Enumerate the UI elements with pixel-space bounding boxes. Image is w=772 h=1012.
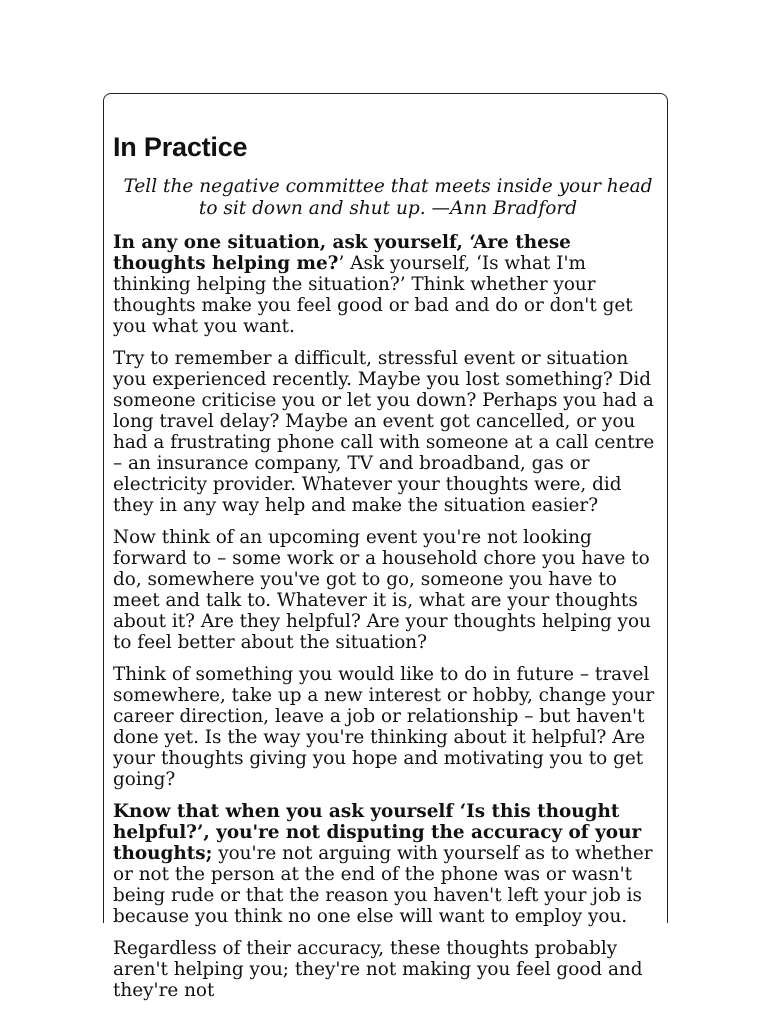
paragraph-5: [113, 801, 663, 927]
paragraph-2: Try to remember a difficult, stressful event or situation you experienced recently. Maybe you lost something? Did someone criticise you or let you down? Perhaps you had a long travel delay? Maybe an event got cancelled, or you had a frustrating phone call with someone at a call centre – an insurance company, TV and broadband, gas or electricity provider. Whatever your thoughts were, did they in any way help and make the situation easier?: [113, 348, 655, 516]
section-heading: In Practice: [113, 132, 248, 162]
paragraph-1: [113, 232, 663, 337]
paragraph-5-bold: Know that when you ask yourself ‘Is this thought helpful?’, you're not disputing the accuracy of your thoughts;: [113, 801, 642, 864]
paragraph-1-bold: In any one situation, ask yourself, ‘Are these thoughts helping me?: [113, 232, 571, 274]
paragraph-5-text: you're not arguing with yourself as to whether or not the person at the end of the phone was or wasn't being rude or that the reason you haven't left your job is because you think no one else will want to employ you.: [113, 843, 653, 927]
paragraph-6: Regardless of their accuracy, these thoughts probably aren't helping you; they're not making you feel good and they're not: [113, 938, 643, 1001]
content-area: [113, 132, 663, 1012]
paragraph-4: Think of something you would like to do in future – travel somewhere, take up a new interest or hobby, change your career direction, leave a job or relationship – but haven't done yet. Is the way you're thinking about it helpful? Are your thoughts giving you hope and motivating you to get going?: [113, 664, 655, 790]
paragraph-1-text: ’ Ask yourself, ‘Is what I'm thinking helping the situation?’ Think whether your thoughts make you feel good or bad and do or don't get you what you want.: [113, 253, 633, 337]
content-box: [103, 93, 668, 1001]
epigraph-quote: Tell the negative committee that meets inside your head to sit down and shut up. —Ann Bradford: [123, 176, 653, 219]
paragraph-3: Now think of an upcoming event you're not looking forward to – some work or a household chore you have to do, somewhere you've got to go, someone you have to meet and talk to. Whatever it is, what are your thoughts about it? Are they helpful? Are your thoughts helping you to feel better about the situation?: [113, 527, 651, 653]
